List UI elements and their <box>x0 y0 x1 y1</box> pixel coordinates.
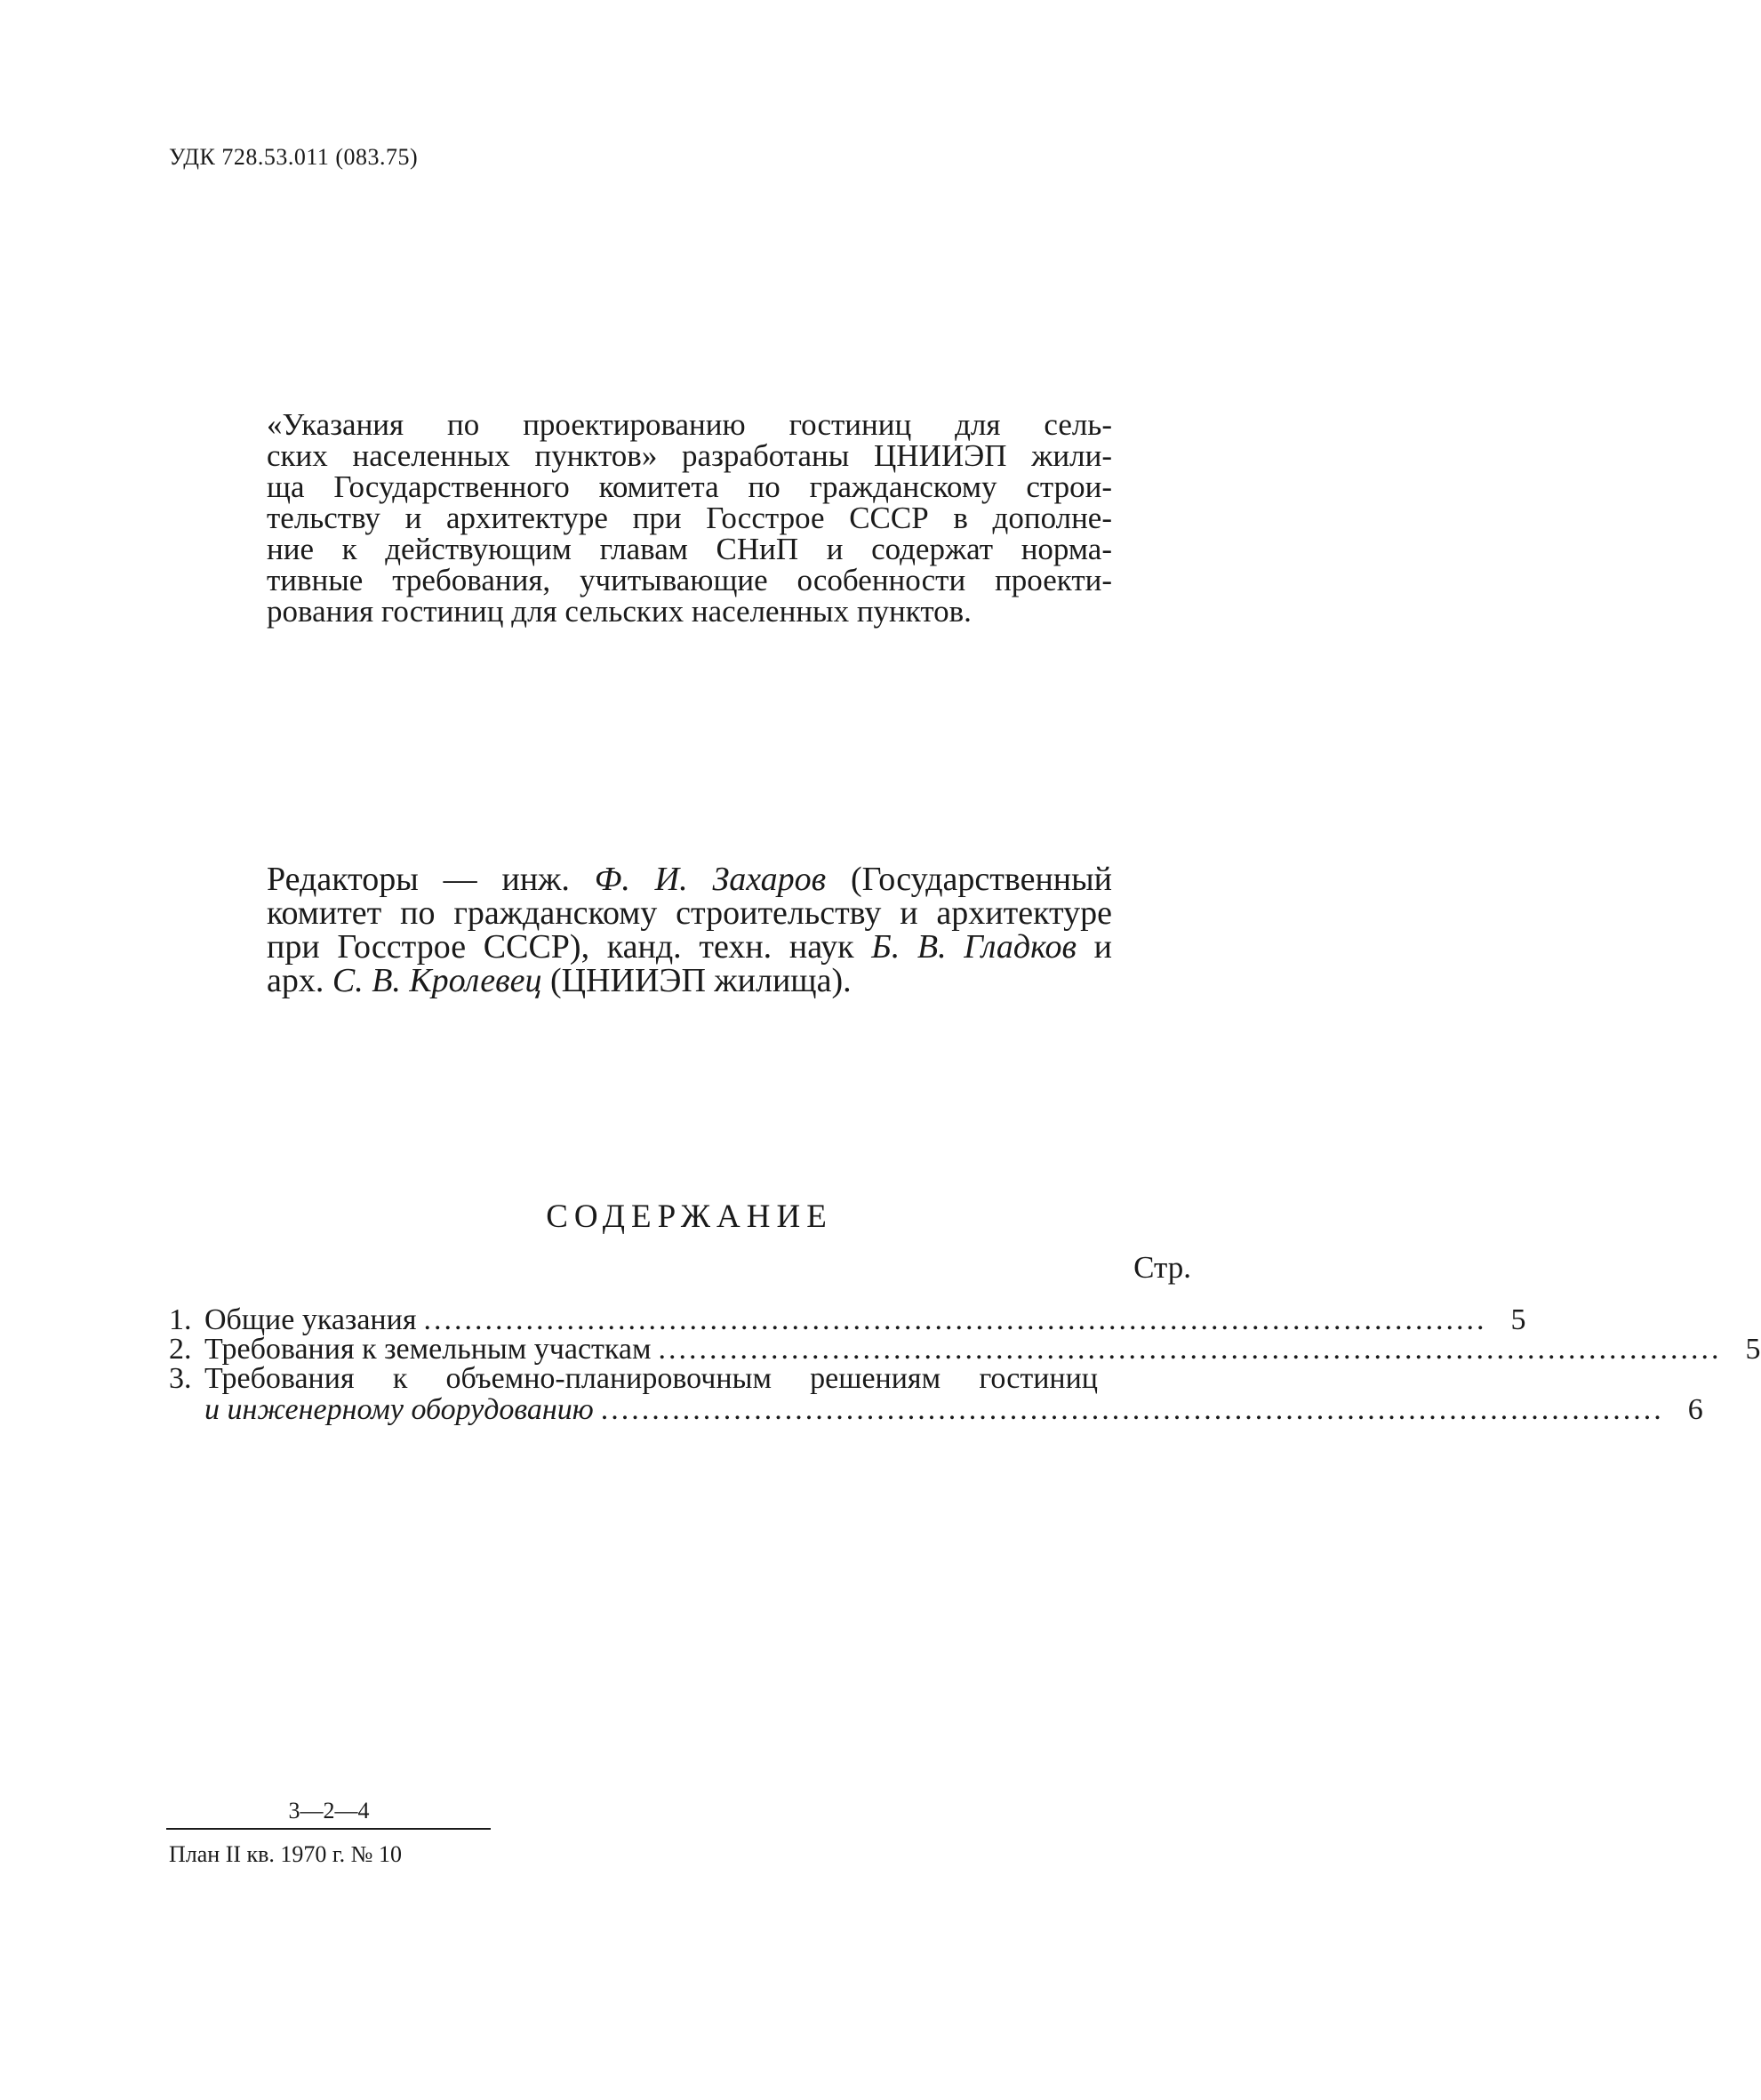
toc-leader-dots: ........................................................................................................ <box>423 1303 1487 1336</box>
toc-entry-number: 2. <box>169 1333 192 1366</box>
intro-line: «Указания по проектированию гостиниц для сель- <box>267 407 1112 442</box>
toc-entry-title: Общие указания <box>204 1303 417 1336</box>
editors-text: арх. <box>267 962 332 999</box>
editor-name: Б. В. Гладков <box>871 928 1077 966</box>
editor-name: С. В. Кролевец <box>332 962 542 999</box>
editors-text: Редакторы — инж. <box>267 861 595 898</box>
toc-entry <box>169 1333 1761 1366</box>
toc-leader-dots: ........................................................................................................ <box>658 1333 1722 1366</box>
editors-line <box>267 964 1112 998</box>
toc-entry-page: 5 <box>1510 1303 1526 1336</box>
editors-text: и <box>1076 928 1112 966</box>
intro-line: рования гостиниц для сельских населенных пунктов. <box>267 594 972 629</box>
publication-code: 3—2—4 <box>288 1798 370 1823</box>
toc-entry-continuation <box>169 1393 1703 1426</box>
toc-entry-title-continued: и инженерному оборудованию <box>204 1393 594 1426</box>
toc-entry-page: 5 <box>1745 1333 1761 1366</box>
intro-line: тивные требования, учитывающие особенности проекти- <box>267 563 1112 597</box>
editors-text: (Государственный <box>826 861 1112 898</box>
intro-line: ских населенных пунктов» разработаны ЦНИИЭП жили- <box>267 438 1112 473</box>
toc-entry-page: 6 <box>1687 1393 1703 1426</box>
publication-plan: План II кв. 1970 г. № 10 <box>169 1841 402 1867</box>
toc-entry-number: 3. <box>169 1362 192 1395</box>
toc-leader-dots: ........................................................................................................ <box>600 1393 1664 1426</box>
contents-page-column-label: Стр. <box>1133 1250 1191 1285</box>
editors-text: (ЦНИИЭП жилища). <box>541 962 852 999</box>
toc-entry <box>169 1303 1526 1336</box>
editors-line <box>267 930 1112 964</box>
intro-line: тельству и архитектуре при Госстрое СССР в дополне- <box>267 501 1112 535</box>
toc-entry-title: Требования к земельным участкам <box>204 1333 652 1366</box>
udk-code: УДК 728.53.011 (083.75) <box>169 144 419 170</box>
contents-title: СОДЕРЖАНИЕ <box>546 1198 833 1235</box>
intro-line: ща Государственного комитета по гражданскому строи- <box>267 469 1112 504</box>
footer-rule <box>166 1828 491 1830</box>
toc-entry <box>169 1364 1098 1394</box>
toc-entry-number: 1. <box>169 1303 192 1336</box>
intro-line: ние к действующим главам СНиП и содержат норма- <box>267 532 1112 566</box>
editors-line <box>267 862 1112 896</box>
editor-name: Ф. И. Захаров <box>594 861 827 898</box>
editors-line: комитет по гражданскому строительству и архитектуре <box>267 894 1112 932</box>
toc-entry-title: Требования к объемно-планировочным решениям гостиниц <box>204 1362 1098 1395</box>
editors-text: при Госстрое СССР), канд. техн. наук <box>267 928 872 966</box>
